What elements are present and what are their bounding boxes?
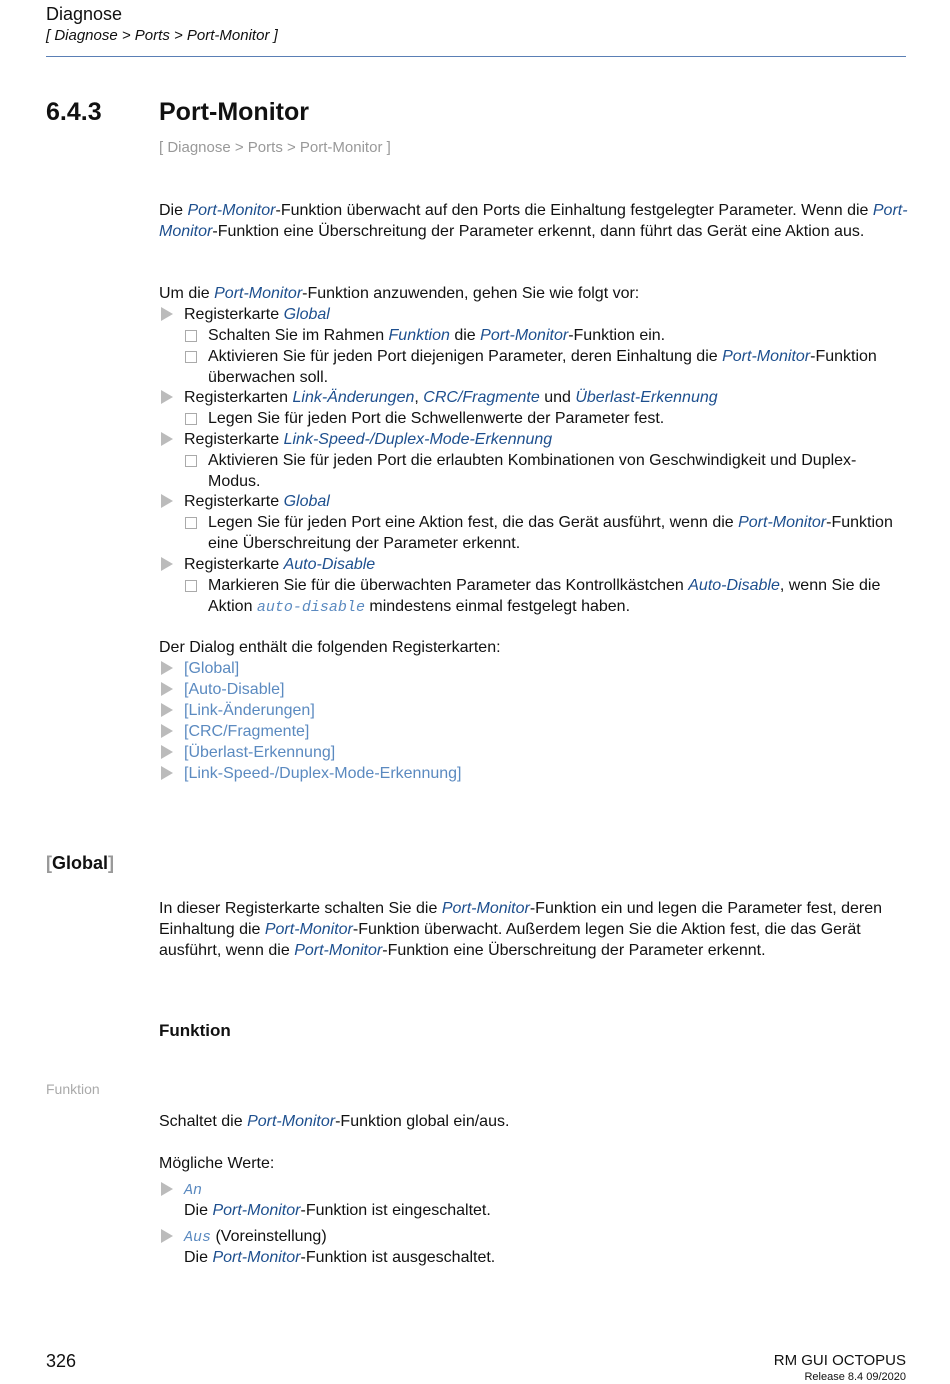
bullet-triangle-icon (161, 1229, 173, 1243)
bullet-square-icon (185, 413, 197, 425)
bullet-square-icon (185, 351, 197, 363)
bullet-triangle-icon (161, 661, 173, 675)
bullet-triangle-icon (161, 432, 173, 446)
bullet-square-icon (185, 517, 197, 529)
global-description: In dieser Registerkarte schalten Sie die Port-Monitor-Funktion ein und legen die Parameter fest, deren Einhaltung die Port-Monitor-Funktion überwacht. Außerdem legen Sie die Aktion fest, die das Gerät ausführt, wenn die Port-Monitor-Funktion eine Überschreitung der Parameter erkennt. (159, 900, 883, 959)
bullet-triangle-icon (161, 1182, 173, 1196)
bullet-square-icon (185, 455, 197, 467)
page-number: 326 (46, 1351, 77, 1371)
section-breadcrumb: [ Diagnose > Ports > Port-Monitor ] (159, 139, 391, 156)
section-number: 6.4.3 (46, 98, 102, 126)
bullet-triangle-icon (161, 745, 173, 759)
header-divider (46, 56, 906, 57)
bullet-triangle-icon (161, 557, 173, 571)
steps-intro: Um die Port-Monitor-Funktion anzuwenden, gehen Sie wie folgt vor: (159, 285, 640, 302)
intro-paragraph: Die Port-Monitor-Funktion überwacht auf den Ports die Einhaltung festgelegter Parameter. Wenn die Port-Monitor-Funktion eine Überschreitung der Parameter erkennt, dann führt das Gerät eine Aktion aus. (159, 202, 908, 240)
funktion-heading: Funktion (159, 1021, 231, 1040)
bullet-triangle-icon (161, 390, 173, 404)
running-header-breadcrumb: [ Diagnose > Ports > Port-Monitor ] (46, 27, 278, 44)
running-header-title: Diagnose (46, 4, 123, 24)
bullet-square-icon (185, 580, 197, 592)
global-heading: [Global] (46, 853, 115, 873)
footer-release: Release 8.4 09/2020 (804, 1371, 906, 1383)
bullet-square-icon (185, 330, 197, 342)
bullet-triangle-icon (161, 724, 173, 738)
possible-values-label: Mögliche Werte: (159, 1155, 275, 1172)
funktion-description: Schaltet die Port-Monitor-Funktion global ein/aus. (159, 1113, 510, 1130)
bullet-triangle-icon (161, 682, 173, 696)
bullet-triangle-icon (161, 307, 173, 321)
funktion-side-label: Funktion (46, 1081, 100, 1097)
tabs-intro: Der Dialog enthält die folgenden Registerkarten: (159, 639, 501, 656)
bullet-triangle-icon (161, 766, 173, 780)
footer-product: RM GUI OCTOPUS (773, 1352, 906, 1369)
bullet-triangle-icon (161, 494, 173, 508)
bullet-triangle-icon (161, 703, 173, 717)
section-title: Port-Monitor (159, 98, 309, 126)
